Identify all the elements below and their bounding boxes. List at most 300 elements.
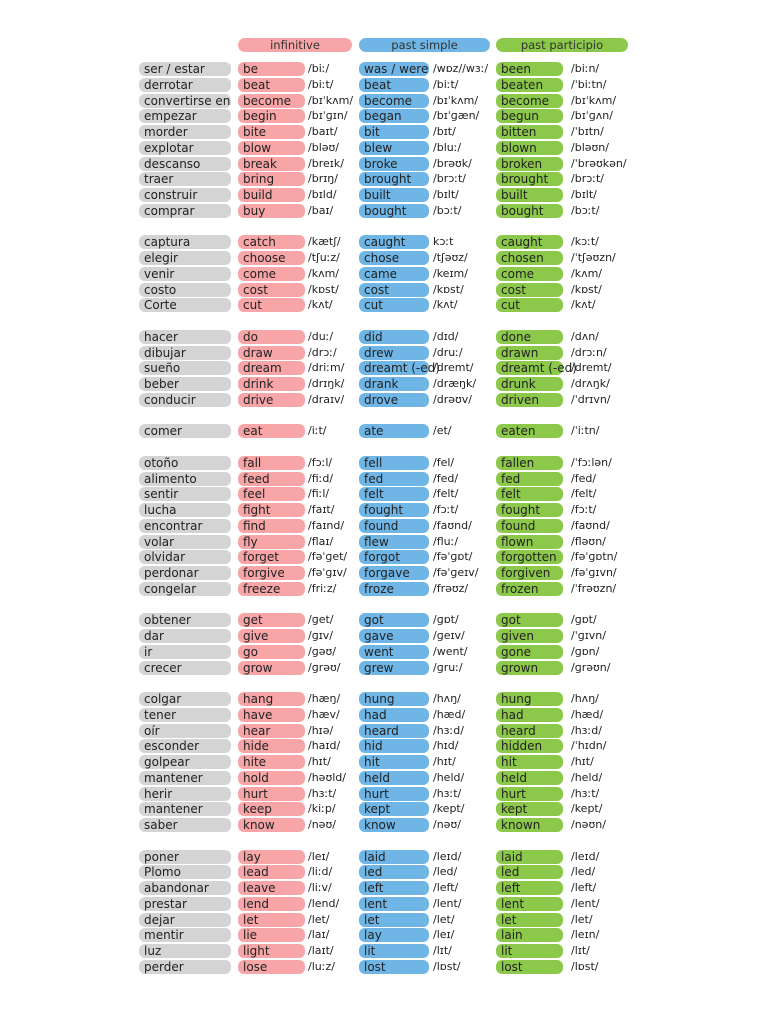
infinitive-phonetic: /həʊld/	[308, 770, 346, 784]
infinitive-word: hear	[238, 724, 305, 738]
infinitive-word: be	[238, 62, 305, 76]
verb-row	[0, 157, 768, 171]
past-participle-word: broken	[496, 157, 563, 171]
past-simple-word: kept	[359, 802, 429, 816]
past-participle-word: found	[496, 519, 563, 533]
verb-row	[0, 928, 768, 942]
past-simple-phonetic: /hɜːd/	[433, 723, 464, 737]
past-simple-word: hung	[359, 692, 429, 706]
infinitive-phonetic: /bɪld/	[308, 188, 337, 201]
infinitive-phonetic: /hæŋ/	[308, 692, 341, 705]
past-participle-word: hidden	[496, 739, 563, 753]
past-simple-word: blew	[359, 141, 429, 155]
verb-row	[0, 960, 768, 974]
past-participle-phonetic: /bɔːt/	[571, 203, 600, 217]
past-simple-word: fought	[359, 503, 429, 517]
past-participle-word: got	[496, 613, 563, 627]
past-simple-phonetic: /bɪlt/	[433, 188, 459, 201]
past-simple-word: cost	[359, 283, 429, 297]
past-simple-phonetic: /tʃəʊz/	[433, 251, 468, 264]
infinitive-phonetic: /brɪŋ/	[308, 172, 338, 186]
infinitive-phonetic: /liːd/	[308, 865, 333, 879]
infinitive-phonetic: /drɪŋk/	[308, 377, 345, 390]
past-simple-phonetic: /hæd/	[433, 707, 466, 721]
past-simple-phonetic: /dræŋk/	[433, 377, 477, 390]
past-participle-word: drawn	[496, 346, 563, 360]
verb-row	[0, 645, 768, 659]
infinitive-phonetic: /lend/	[308, 896, 340, 910]
past-participle-word: dreamt (-ed)	[496, 361, 563, 375]
spanish-word: golpear	[139, 755, 231, 769]
past-participle-word: kept	[496, 802, 563, 816]
spanish-word: volar	[139, 535, 231, 549]
past-simple-word: let	[359, 913, 429, 927]
past-participle-word: gone	[496, 645, 563, 659]
past-participle-phonetic: /biːn/	[571, 62, 600, 75]
infinitive-word: hite	[238, 755, 305, 769]
infinitive-word: leave	[238, 881, 305, 895]
past-simple-phonetic: /leɪ/	[433, 928, 455, 942]
infinitive-phonetic: /iːt/	[308, 424, 327, 438]
verb-row	[0, 629, 768, 643]
past-participle-phonetic: /ˈdrɪvn/	[571, 392, 611, 406]
past-participle-word: hurt	[496, 787, 563, 801]
past-simple-word: lent	[359, 897, 429, 911]
infinitive-word: bite	[238, 125, 305, 139]
spanish-word: traer	[139, 172, 231, 186]
past-simple-phonetic: /lɒst/	[433, 959, 461, 973]
infinitive-phonetic: /liːv/	[308, 881, 332, 894]
past-simple-phonetic: /bluː/	[433, 140, 462, 154]
past-simple-word: forgot	[359, 550, 429, 564]
past-simple-phonetic: /felt/	[433, 487, 459, 501]
spanish-word: esconder	[139, 739, 231, 753]
infinitive-word: do	[238, 330, 305, 344]
verb-row	[0, 424, 768, 438]
past-simple-phonetic: /biːt/	[433, 77, 459, 91]
past-simple-phonetic: /kʌt/	[433, 298, 458, 312]
infinitive-phonetic: /bləʊ/	[308, 140, 340, 154]
spanish-word: ser / estar	[139, 62, 231, 76]
past-simple-word: hurt	[359, 787, 429, 801]
past-participle-phonetic: /leɪd/	[571, 849, 600, 863]
infinitive-word: begin	[238, 109, 305, 123]
verb-row	[0, 172, 768, 186]
verb-row	[0, 251, 768, 265]
past-participle-phonetic: /bɪˈkʌm/	[571, 93, 617, 107]
past-simple-phonetic: /let/	[433, 912, 455, 926]
verb-row	[0, 897, 768, 911]
past-participle-phonetic: /ˈhɪdn/	[571, 739, 607, 753]
past-participle-phonetic: /kɔːt/	[571, 235, 599, 249]
infinitive-phonetic: /fəˈɡet/	[308, 550, 348, 564]
infinitive-word: get	[238, 613, 305, 627]
infinitive-phonetic: /hɪə/	[308, 723, 334, 737]
spanish-word: alimento	[139, 472, 231, 486]
spanish-word: empezar	[139, 109, 231, 123]
past-participle-phonetic: /kʌm/	[571, 266, 603, 280]
past-participle-word: left	[496, 881, 563, 895]
past-participle-word: flown	[496, 535, 563, 549]
past-participle-word: bitten	[496, 125, 563, 139]
infinitive-phonetic: /drɔː/	[308, 345, 337, 359]
infinitive-phonetic: /leɪ/	[308, 849, 330, 863]
past-participle-phonetic: /left/	[571, 881, 597, 894]
infinitive-phonetic: /friːz/	[308, 581, 337, 595]
verb-row	[0, 346, 768, 360]
spanish-word: sentir	[139, 487, 231, 501]
spanish-word: saber	[139, 818, 231, 832]
past-participle-phonetic: /fed/	[571, 471, 597, 485]
past-simple-word: drew	[359, 346, 429, 360]
past-simple-word: bought	[359, 204, 429, 218]
spanish-word: congelar	[139, 582, 231, 596]
verb-row	[0, 944, 768, 958]
past-participle-word: fought	[496, 503, 563, 517]
infinitive-phonetic: /duː/	[308, 329, 334, 343]
past-simple-phonetic: /hɜːt/	[433, 786, 462, 800]
past-participle-phonetic: /ˈiːtn/	[571, 424, 600, 438]
past-participle-word: cut	[496, 298, 563, 312]
past-participle-phonetic: /lent/	[571, 896, 600, 910]
spanish-word: beber	[139, 377, 231, 391]
infinitive-word: forgive	[238, 566, 305, 580]
verb-row	[0, 865, 768, 879]
verb-row	[0, 472, 768, 486]
past-simple-phonetic: /fed/	[433, 471, 459, 485]
past-simple-word: bit	[359, 125, 429, 139]
infinitive-word: hold	[238, 771, 305, 785]
verb-row	[0, 204, 768, 218]
spanish-word: Corte	[139, 298, 231, 312]
past-simple-word: hit	[359, 755, 429, 769]
verb-row	[0, 298, 768, 312]
past-simple-phonetic: /fluː/	[433, 534, 459, 548]
infinitive-phonetic: /biːt/	[308, 77, 334, 91]
verb-row	[0, 94, 768, 108]
spanish-word: oír	[139, 724, 231, 738]
past-simple-word: become	[359, 94, 429, 108]
past-participle-phonetic: /drɔːn/	[571, 345, 607, 359]
past-participle-word: lain	[496, 928, 563, 942]
verb-row	[0, 771, 768, 785]
header-past-participle: past participio	[496, 38, 628, 52]
past-simple-phonetic: /dɪd/	[433, 329, 459, 343]
past-simple-phonetic: /dremt/	[433, 361, 474, 375]
infinitive-word: fight	[238, 503, 305, 517]
past-participle-word: given	[496, 629, 563, 643]
infinitive-word: forget	[238, 550, 305, 564]
past-participle-phonetic: /ɡɒn/	[571, 644, 600, 658]
infinitive-phonetic: /luːz/	[308, 959, 335, 973]
past-simple-phonetic: /bɪˈkʌm/	[433, 93, 479, 107]
past-simple-phonetic: /keɪm/	[433, 266, 468, 280]
spanish-word: luz	[139, 944, 231, 958]
past-participle-phonetic: /led/	[571, 865, 596, 879]
infinitive-phonetic: /laɪ/	[308, 928, 330, 942]
past-participle-word: chosen	[496, 251, 563, 265]
verb-row	[0, 724, 768, 738]
past-simple-word: flew	[359, 535, 429, 549]
infinitive-word: buy	[238, 204, 305, 218]
past-simple-phonetic: /hɪd/	[433, 739, 459, 753]
infinitive-word: cost	[238, 283, 305, 297]
past-simple-word: was / were	[359, 62, 429, 76]
past-simple-word: fell	[359, 456, 429, 470]
past-simple-word: lay	[359, 928, 429, 942]
past-participle-phonetic: /drʌŋk/	[571, 377, 610, 390]
past-participle-phonetic: /ˈbiːtn/	[571, 77, 607, 91]
past-participle-word: hit	[496, 755, 563, 769]
verb-row	[0, 818, 768, 832]
verb-row	[0, 456, 768, 470]
verb-row	[0, 692, 768, 706]
infinitive-word: lie	[238, 928, 305, 942]
infinitive-phonetic: /flaɪ/	[308, 534, 334, 548]
infinitive-word: have	[238, 708, 305, 722]
past-simple-word: drank	[359, 377, 429, 391]
past-simple-phonetic: /leɪd/	[433, 849, 462, 863]
infinitive-phonetic: /laɪt/	[308, 944, 334, 957]
past-participle-phonetic: /hæd/	[571, 707, 604, 721]
verb-row	[0, 188, 768, 202]
spanish-word: colgar	[139, 692, 231, 706]
past-simple-word: had	[359, 708, 429, 722]
past-simple-phonetic: /ɡɒt/	[433, 613, 459, 627]
past-participle-word: forgiven	[496, 566, 563, 580]
spanish-word: convertirse en	[139, 94, 231, 108]
spanish-word: dibujar	[139, 346, 231, 360]
infinitive-word: draw	[238, 346, 305, 360]
spanish-word: crecer	[139, 661, 231, 675]
past-participle-word: driven	[496, 393, 563, 407]
past-simple-word: fed	[359, 472, 429, 486]
verb-row	[0, 519, 768, 533]
past-simple-word: did	[359, 330, 429, 344]
infinitive-phonetic: /kɒst/	[308, 282, 339, 296]
past-participle-word: had	[496, 708, 563, 722]
past-participle-word: eaten	[496, 424, 563, 438]
verb-row	[0, 913, 768, 927]
past-participle-word: brought	[496, 172, 563, 186]
spanish-word: derrotar	[139, 78, 231, 92]
infinitive-phonetic: /baɪ/	[308, 203, 334, 217]
verb-row	[0, 361, 768, 375]
past-simple-word: froze	[359, 582, 429, 596]
past-participle-phonetic: /ˈbrəʊkən/	[571, 156, 627, 170]
past-simple-phonetic: /hʌŋ/	[433, 692, 461, 705]
infinitive-phonetic: /biː/	[308, 62, 330, 75]
past-simple-word: went	[359, 645, 429, 659]
past-simple-word: left	[359, 881, 429, 895]
infinitive-word: keep	[238, 802, 305, 816]
infinitive-word: lay	[238, 850, 305, 864]
past-simple-word: built	[359, 188, 429, 202]
verb-row	[0, 125, 768, 139]
verb-row	[0, 393, 768, 407]
infinitive-word: beat	[238, 78, 305, 92]
spanish-word: construir	[139, 188, 231, 202]
past-participle-phonetic: /bɪlt/	[571, 188, 597, 201]
spanish-word: dar	[139, 629, 231, 643]
spanish-word: explotar	[139, 141, 231, 155]
past-simple-phonetic: /lent/	[433, 896, 462, 910]
verb-row	[0, 661, 768, 675]
spanish-word: dejar	[139, 913, 231, 927]
past-participle-word: begun	[496, 109, 563, 123]
infinitive-phonetic: /kætʃ/	[308, 235, 341, 249]
spanish-word: descanso	[139, 157, 231, 171]
past-simple-phonetic: /wɒz//wɜː/	[433, 62, 489, 75]
spanish-word: mentir	[139, 928, 231, 942]
spanish-word: obtener	[139, 613, 231, 627]
infinitive-word: feed	[238, 472, 305, 486]
infinitive-word: go	[238, 645, 305, 659]
verb-row	[0, 267, 768, 281]
past-participle-phonetic: /let/	[571, 912, 593, 926]
past-simple-word: heard	[359, 724, 429, 738]
spanish-word: poner	[139, 850, 231, 864]
spanish-word: olvidar	[139, 550, 231, 564]
spanish-word: comer	[139, 424, 231, 438]
past-simple-word: began	[359, 109, 429, 123]
spanish-word: ir	[139, 645, 231, 659]
past-participle-word: grown	[496, 661, 563, 675]
spanish-word: otoño	[139, 456, 231, 470]
infinitive-word: blow	[238, 141, 305, 155]
past-simple-word: led	[359, 865, 429, 879]
past-participle-word: blown	[496, 141, 563, 155]
verb-row	[0, 109, 768, 123]
infinitive-phonetic: /kʌt/	[308, 298, 333, 312]
verb-row	[0, 503, 768, 517]
verb-row	[0, 550, 768, 564]
spanish-word: venir	[139, 267, 231, 281]
infinitive-word: bring	[238, 172, 305, 186]
past-simple-phonetic: /brəʊk/	[433, 156, 472, 170]
spanish-word: costo	[139, 283, 231, 297]
verb-row	[0, 535, 768, 549]
past-participle-word: fed	[496, 472, 563, 486]
spanish-word: conducir	[139, 393, 231, 407]
verb-row	[0, 235, 768, 249]
past-simple-word: held	[359, 771, 429, 785]
spanish-word: Plomo	[139, 865, 231, 879]
infinitive-phonetic: /ɡet/	[308, 613, 334, 627]
spanish-word: lucha	[139, 503, 231, 517]
past-participle-word: cost	[496, 283, 563, 297]
spanish-word: prestar	[139, 897, 231, 911]
spanish-word: comprar	[139, 204, 231, 218]
past-simple-phonetic: /hɪt/	[433, 755, 456, 768]
past-participle-phonetic: /hɜːt/	[571, 786, 600, 800]
past-simple-phonetic: /kɒst/	[433, 282, 464, 296]
infinitive-word: lose	[238, 960, 305, 974]
past-simple-word: lit	[359, 944, 429, 958]
past-simple-phonetic: /ɡruː/	[433, 660, 463, 674]
infinitive-word: drive	[238, 393, 305, 407]
past-participle-word: lost	[496, 960, 563, 974]
past-participle-word: bought	[496, 204, 563, 218]
past-participle-word: drunk	[496, 377, 563, 391]
past-simple-phonetic: /fəˈɡeɪv/	[433, 566, 479, 579]
past-participle-phonetic: /hʌŋ/	[571, 692, 599, 705]
infinitive-word: hang	[238, 692, 305, 706]
past-participle-word: laid	[496, 850, 563, 864]
past-simple-word: chose	[359, 251, 429, 265]
past-participle-word: held	[496, 771, 563, 785]
past-participle-phonetic: /fəˈɡɒtn/	[571, 550, 618, 564]
spanish-word: encontrar	[139, 519, 231, 533]
past-participle-phonetic: /lɪt/	[571, 944, 590, 957]
spanish-word: mantener	[139, 802, 231, 816]
past-participle-phonetic: /held/	[571, 770, 603, 784]
past-participle-word: lent	[496, 897, 563, 911]
verb-row	[0, 377, 768, 391]
infinitive-word: fall	[238, 456, 305, 470]
verb-row	[0, 755, 768, 769]
past-simple-phonetic: /left/	[433, 881, 459, 894]
verb-row	[0, 62, 768, 76]
infinitive-phonetic: /bɪˈɡɪn/	[308, 109, 348, 123]
past-simple-word: felt	[359, 487, 429, 501]
verb-row	[0, 708, 768, 722]
infinitive-phonetic: /fiːl/	[308, 487, 330, 501]
past-participle-phonetic: /felt/	[571, 487, 597, 501]
infinitive-word: know	[238, 818, 305, 832]
spanish-word: captura	[139, 235, 231, 249]
past-simple-word: broke	[359, 157, 429, 171]
past-participle-phonetic: /kept/	[571, 802, 603, 816]
infinitive-phonetic: /ɡəʊ/	[308, 644, 336, 658]
infinitive-word: give	[238, 629, 305, 643]
past-participle-phonetic: /dʌn/	[571, 329, 599, 343]
past-participle-word: forgotten	[496, 550, 563, 564]
infinitive-phonetic: /fiːd/	[308, 471, 334, 485]
infinitive-word: drink	[238, 377, 305, 391]
infinitive-word: hurt	[238, 787, 305, 801]
past-participle-phonetic: /ɡrəʊn/	[571, 660, 611, 674]
past-simple-phonetic: /held/	[433, 770, 465, 784]
infinitive-phonetic: /bɪˈkʌm/	[308, 93, 354, 107]
past-simple-phonetic: /druː/	[433, 345, 463, 359]
past-participle-phonetic: /ɡɒt/	[571, 613, 597, 627]
infinitive-word: freeze	[238, 582, 305, 596]
past-simple-word: ate	[359, 424, 429, 438]
infinitive-word: light	[238, 944, 305, 958]
infinitive-word: hide	[238, 739, 305, 753]
infinitive-word: build	[238, 188, 305, 202]
past-participle-word: hung	[496, 692, 563, 706]
infinitive-word: feel	[238, 487, 305, 501]
infinitive-word: let	[238, 913, 305, 927]
infinitive-word: catch	[238, 235, 305, 249]
infinitive-phonetic: /faɪnd/	[308, 518, 345, 532]
verb-row	[0, 566, 768, 580]
infinitive-phonetic: /fəˈɡɪv/	[308, 566, 347, 579]
spanish-word: hacer	[139, 330, 231, 344]
infinitive-word: lead	[238, 865, 305, 879]
infinitive-phonetic: /let/	[308, 912, 330, 926]
past-participle-word: come	[496, 267, 563, 281]
past-simple-word: cut	[359, 298, 429, 312]
verb-row	[0, 330, 768, 344]
past-simple-phonetic: /drəʊv/	[433, 392, 472, 406]
infinitive-phonetic: /kiːp/	[308, 802, 336, 816]
past-participle-phonetic: /hɪt/	[571, 755, 594, 768]
past-simple-phonetic: /fɔːt/	[433, 503, 459, 516]
past-simple-phonetic: /nəʊ/	[433, 818, 461, 831]
